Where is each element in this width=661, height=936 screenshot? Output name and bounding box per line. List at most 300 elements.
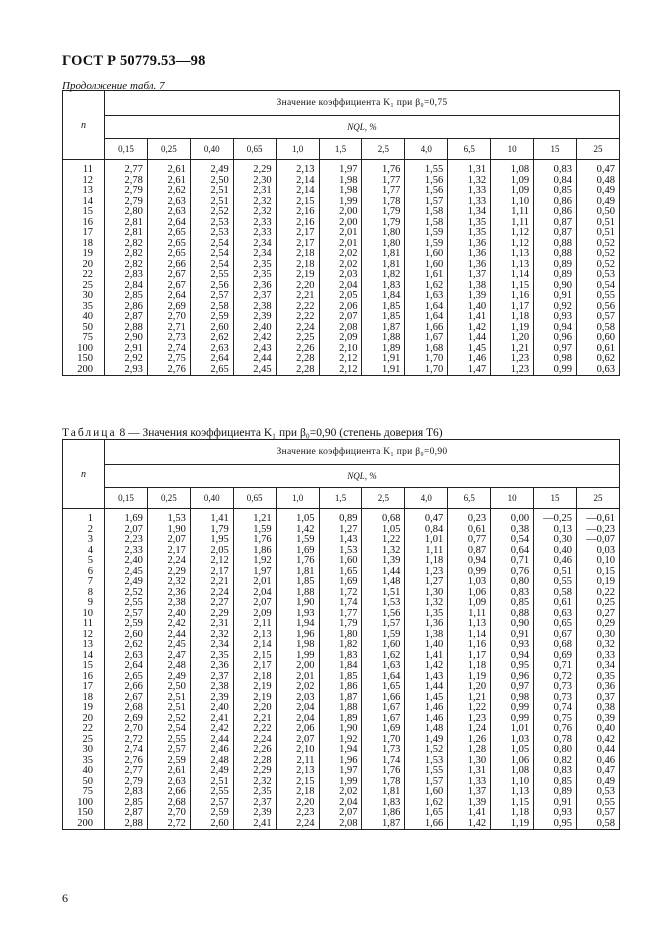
coefficient-cell: 2,51 bbox=[190, 197, 233, 208]
coefficient-cell: 2,70 bbox=[147, 808, 190, 819]
coefficient-cell: 2,04 bbox=[276, 714, 319, 725]
table8-nql-values-row bbox=[63, 488, 620, 509]
coefficient-cell: 2,07 bbox=[319, 312, 362, 323]
coefficient-cell: 0,74 bbox=[534, 703, 577, 714]
coefficient-cell: 0,00 bbox=[491, 509, 534, 525]
coefficient-cell: 2,72 bbox=[147, 819, 190, 830]
coefficient-cell: 0,80 bbox=[534, 745, 577, 756]
coefficient-cell: 1,48 bbox=[405, 724, 448, 735]
coefficient-cell: 1,74 bbox=[319, 598, 362, 609]
coefficient-cell: 2,07 bbox=[319, 808, 362, 819]
coefficient-cell: 0,36 bbox=[576, 682, 619, 693]
coefficient-cell: 1,63 bbox=[362, 661, 405, 672]
coefficient-cell: 2,48 bbox=[147, 661, 190, 672]
coefficient-cell: 0,27 bbox=[576, 609, 619, 620]
coefficient-cell: 1,16 bbox=[491, 291, 534, 302]
coefficient-cell: 2,01 bbox=[319, 228, 362, 239]
coefficient-cell: 1,72 bbox=[319, 588, 362, 599]
coefficient-cell: —0,23 bbox=[576, 525, 619, 536]
coefficient-cell: 1,35 bbox=[448, 228, 491, 239]
coefficient-cell: 2,70 bbox=[147, 312, 190, 323]
coefficient-cell: 2,81 bbox=[105, 218, 148, 229]
page-number: 6 bbox=[62, 891, 68, 905]
coefficient-cell: 2,73 bbox=[147, 333, 190, 344]
coefficient-cell: 0,96 bbox=[491, 672, 534, 683]
coefficient-cell: 1,17 bbox=[448, 651, 491, 662]
sample-size-cell: 30 bbox=[63, 745, 105, 756]
coefficient-cell: 1,42 bbox=[405, 661, 448, 672]
coefficient-cell: 1,87 bbox=[319, 693, 362, 704]
coefficient-cell: 2,63 bbox=[147, 777, 190, 788]
coefficient-cell: 0,87 bbox=[448, 546, 491, 557]
coefficient-cell: 2,13 bbox=[276, 160, 319, 176]
coefficient-cell: 0,65 bbox=[534, 619, 577, 630]
coefficient-cell: 1,91 bbox=[362, 354, 405, 365]
coefficient-cell: 1,10 bbox=[491, 777, 534, 788]
sample-size-cell: 75 bbox=[63, 787, 105, 798]
table7-continuation-caption: Продолжение табл. 7 bbox=[62, 80, 165, 92]
sample-size-cell: 100 bbox=[63, 344, 105, 355]
coefficient-cell: 1,01 bbox=[491, 724, 534, 735]
coefficient-cell: 2,52 bbox=[190, 207, 233, 218]
coefficient-cell: 0,32 bbox=[576, 640, 619, 651]
coefficient-cell: 2,80 bbox=[105, 207, 148, 218]
coefficient-cell: 2,83 bbox=[105, 787, 148, 798]
coefficient-cell: 0,40 bbox=[576, 724, 619, 735]
coefficient-cell: 2,85 bbox=[105, 798, 148, 809]
nql-column-header: 0,25 bbox=[147, 139, 190, 160]
sample-size-cell: 6 bbox=[63, 567, 105, 578]
coefficient-cell: 1,89 bbox=[319, 714, 362, 725]
sample-size-cell: 25 bbox=[63, 735, 105, 746]
coefficient-cell: 2,24 bbox=[276, 819, 319, 830]
coefficient-cell: 2,65 bbox=[147, 228, 190, 239]
coefficient-cell: 2,36 bbox=[147, 588, 190, 599]
coefficient-cell: 2,82 bbox=[105, 239, 148, 250]
coefficient-cell: 2,84 bbox=[105, 281, 148, 292]
coefficient-cell: 0,88 bbox=[534, 239, 577, 250]
coefficient-cell: 1,80 bbox=[362, 239, 405, 250]
coefficient-cell: 1,67 bbox=[362, 703, 405, 714]
coefficient-cell: 1,45 bbox=[405, 693, 448, 704]
coefficient-cell: 1,92 bbox=[233, 556, 276, 567]
coefficient-cell: 2,10 bbox=[276, 745, 319, 756]
coefficient-cell: 2,32 bbox=[147, 577, 190, 588]
coefficient-cell: 2,69 bbox=[147, 302, 190, 313]
coefficient-cell: 1,08 bbox=[491, 160, 534, 176]
coefficient-cell: 1,27 bbox=[405, 577, 448, 588]
coefficient-cell: 2,71 bbox=[147, 323, 190, 334]
sample-size-cell: 18 bbox=[63, 693, 105, 704]
coefficient-cell: 0,84 bbox=[534, 176, 577, 187]
coefficient-cell: 2,49 bbox=[190, 766, 233, 777]
coefficient-cell: 2,53 bbox=[190, 218, 233, 229]
coefficient-cell: 2,54 bbox=[190, 260, 233, 271]
coefficient-cell: 1,39 bbox=[362, 556, 405, 567]
coefficient-cell: 2,13 bbox=[276, 766, 319, 777]
sample-size-cell: 100 bbox=[63, 798, 105, 809]
nql-column-header: 1,0 bbox=[276, 139, 319, 160]
coefficient-cell: 1,83 bbox=[362, 281, 405, 292]
coefficient-cell: 2,61 bbox=[147, 160, 190, 176]
nql-column-header: 10 bbox=[491, 488, 534, 509]
table-row bbox=[63, 745, 620, 756]
coefficient-cell: 0,90 bbox=[491, 619, 534, 630]
table-row bbox=[63, 819, 620, 830]
coefficient-cell: 2,18 bbox=[276, 787, 319, 798]
coefficient-cell: 2,36 bbox=[233, 281, 276, 292]
sample-size-cell: 13 bbox=[63, 640, 105, 651]
coefficient-cell: 0,37 bbox=[576, 693, 619, 704]
coefficient-cell: 2,88 bbox=[105, 323, 148, 334]
coefficient-cell: 2,00 bbox=[319, 218, 362, 229]
coefficient-cell: 1,86 bbox=[319, 682, 362, 693]
coefficient-cell: 2,57 bbox=[190, 291, 233, 302]
coefficient-cell: 2,03 bbox=[319, 270, 362, 281]
coefficient-cell: 1,85 bbox=[362, 302, 405, 313]
coefficient-cell: 0,39 bbox=[576, 714, 619, 725]
coefficient-cell: 0,71 bbox=[534, 661, 577, 672]
coefficient-cell: 1,81 bbox=[362, 787, 405, 798]
coefficient-cell: 1,36 bbox=[448, 260, 491, 271]
coefficient-cell: 2,12 bbox=[190, 556, 233, 567]
coefficient-cell: 1,88 bbox=[276, 588, 319, 599]
coefficient-cell: 1,31 bbox=[448, 160, 491, 176]
sample-size-cell: 12 bbox=[63, 630, 105, 641]
coefficient-cell: 2,63 bbox=[147, 207, 190, 218]
table-row bbox=[63, 661, 620, 672]
coefficient-cell: 1,36 bbox=[448, 239, 491, 250]
coefficient-cell: 2,60 bbox=[190, 323, 233, 334]
coefficient-cell: 1,77 bbox=[362, 176, 405, 187]
coefficient-cell: 2,29 bbox=[190, 609, 233, 620]
coefficient-cell: 0,51 bbox=[576, 228, 619, 239]
coefficient-cell: 1,12 bbox=[491, 239, 534, 250]
nql-column-header: 25 bbox=[576, 488, 619, 509]
coefficient-cell: 2,92 bbox=[105, 354, 148, 365]
coefficient-cell: 1,89 bbox=[362, 344, 405, 355]
coefficient-cell: 1,88 bbox=[319, 703, 362, 714]
coefficient-cell: 1,27 bbox=[319, 525, 362, 536]
coefficient-cell: 1,94 bbox=[319, 745, 362, 756]
coefficient-cell: 2,18 bbox=[276, 249, 319, 260]
coefficient-cell: 2,01 bbox=[276, 672, 319, 683]
table-row bbox=[63, 354, 620, 365]
coefficient-cell: 0,97 bbox=[534, 344, 577, 355]
coefficient-cell: 2,70 bbox=[105, 724, 148, 735]
coefficient-cell: 0,55 bbox=[534, 577, 577, 588]
coefficient-cell: 2,21 bbox=[190, 577, 233, 588]
coefficient-cell: 2,93 bbox=[105, 365, 148, 376]
coefficient-cell: 0,60 bbox=[576, 333, 619, 344]
coefficient-cell: 2,61 bbox=[147, 766, 190, 777]
coefficient-cell: 2,79 bbox=[105, 197, 148, 208]
coefficient-cell: 1,13 bbox=[491, 787, 534, 798]
coefficient-cell: 0,34 bbox=[576, 661, 619, 672]
coefficient-cell: 1,85 bbox=[276, 577, 319, 588]
coefficient-cell: 2,15 bbox=[276, 777, 319, 788]
table-row bbox=[63, 291, 620, 302]
coefficient-cell: 2,03 bbox=[276, 693, 319, 704]
coefficient-cell: 1,90 bbox=[147, 525, 190, 536]
coefficient-cell: 0,49 bbox=[576, 777, 619, 788]
coefficient-cell: 2,15 bbox=[233, 651, 276, 662]
coefficient-cell: 1,88 bbox=[362, 333, 405, 344]
table-row bbox=[63, 312, 620, 323]
coefficient-cell: 2,17 bbox=[276, 228, 319, 239]
nql-column-header: 0,65 bbox=[233, 488, 276, 509]
coefficient-cell: 1,14 bbox=[448, 630, 491, 641]
nql-column-header: 4,0 bbox=[405, 139, 448, 160]
nql-column-header: 0,40 bbox=[190, 488, 233, 509]
coefficient-cell: 2,51 bbox=[190, 186, 233, 197]
coefficient-cell: 2,20 bbox=[276, 798, 319, 809]
coefficient-cell: 2,04 bbox=[276, 703, 319, 714]
coefficient-cell: 1,08 bbox=[491, 766, 534, 777]
coefficient-cell: 0,29 bbox=[576, 619, 619, 630]
coefficient-cell: 2,24 bbox=[190, 588, 233, 599]
coefficient-cell: 0,57 bbox=[576, 312, 619, 323]
coefficient-cell: 1,58 bbox=[405, 207, 448, 218]
coefficient-cell: 1,77 bbox=[319, 609, 362, 620]
coefficient-cell: 0,58 bbox=[534, 588, 577, 599]
coefficient-cell: 2,06 bbox=[276, 724, 319, 735]
coefficient-cell: 1,11 bbox=[448, 609, 491, 620]
sample-size-cell: 22 bbox=[63, 270, 105, 281]
coefficient-cell: 2,43 bbox=[233, 344, 276, 355]
coefficient-cell: 2,59 bbox=[190, 808, 233, 819]
nql-column-header: 4,0 bbox=[405, 488, 448, 509]
coefficient-cell: 2,28 bbox=[233, 756, 276, 767]
nql-column-header: 1,0 bbox=[276, 488, 319, 509]
table-row bbox=[63, 509, 620, 525]
coefficient-cell: 1,69 bbox=[319, 577, 362, 588]
coefficient-cell: 1,68 bbox=[405, 344, 448, 355]
coefficient-cell: 2,14 bbox=[233, 640, 276, 651]
coefficient-cell: 0,89 bbox=[319, 509, 362, 525]
coefficient-cell: 1,84 bbox=[362, 291, 405, 302]
coefficient-cell: 2,87 bbox=[105, 808, 148, 819]
coefficient-cell: 0,58 bbox=[576, 323, 619, 334]
table8-body bbox=[63, 509, 620, 830]
coefficient-cell: 1,53 bbox=[147, 509, 190, 525]
coefficient-cell: 1,69 bbox=[276, 546, 319, 557]
coefficient-cell: 0,46 bbox=[534, 556, 577, 567]
coefficient-cell: 2,18 bbox=[276, 260, 319, 271]
coefficient-cell: 1,44 bbox=[405, 682, 448, 693]
coefficient-cell: 0,89 bbox=[534, 787, 577, 798]
coefficient-cell: 2,19 bbox=[233, 682, 276, 693]
coefficient-cell: 1,65 bbox=[319, 567, 362, 578]
sample-size-cell: 20 bbox=[63, 260, 105, 271]
table8-caption-text: 8 — Значения коэффициента K₁ при β₀=0,90 (степень доверия Т6) bbox=[119, 427, 443, 439]
sample-size-cell: 18 bbox=[63, 239, 105, 250]
coefficient-cell: 0,99 bbox=[491, 714, 534, 725]
coefficient-cell: 2,34 bbox=[190, 640, 233, 651]
coefficient-cell: 1,40 bbox=[405, 640, 448, 651]
table8-nql-header: NQL, % bbox=[105, 465, 620, 488]
nql-column-header: 15 bbox=[534, 139, 577, 160]
coefficient-cell: 2,04 bbox=[233, 588, 276, 599]
coefficient-cell: 1,86 bbox=[233, 546, 276, 557]
coefficient-cell: 0,87 bbox=[534, 228, 577, 239]
coefficient-cell: 0,89 bbox=[534, 260, 577, 271]
coefficient-cell: 2,57 bbox=[105, 609, 148, 620]
coefficient-cell: 1,86 bbox=[362, 808, 405, 819]
sample-size-cell: 3 bbox=[63, 535, 105, 546]
table-row bbox=[63, 598, 620, 609]
coefficient-cell: 1,79 bbox=[362, 207, 405, 218]
sample-size-cell: 13 bbox=[63, 186, 105, 197]
coefficient-cell: —0,07 bbox=[576, 535, 619, 546]
coefficient-cell: 1,41 bbox=[448, 312, 491, 323]
coefficient-cell: 0,38 bbox=[576, 703, 619, 714]
coefficient-cell: 0,25 bbox=[576, 598, 619, 609]
coefficient-cell: 0,64 bbox=[491, 546, 534, 557]
table-row bbox=[63, 640, 620, 651]
coefficient-cell: 1,14 bbox=[491, 270, 534, 281]
coefficient-cell: 2,00 bbox=[319, 207, 362, 218]
coefficient-cell: 2,42 bbox=[190, 724, 233, 735]
coefficient-cell: 2,67 bbox=[147, 281, 190, 292]
coefficient-cell: 0,51 bbox=[534, 567, 577, 578]
coefficient-cell: 1,65 bbox=[405, 808, 448, 819]
coefficient-cell: 0,86 bbox=[534, 197, 577, 208]
coefficient-cell: 2,51 bbox=[147, 703, 190, 714]
nql-column-header: 1,5 bbox=[319, 488, 362, 509]
coefficient-cell: 2,38 bbox=[233, 302, 276, 313]
coefficient-cell: 1,49 bbox=[405, 735, 448, 746]
coefficient-cell: 2,75 bbox=[147, 354, 190, 365]
nql-column-header: 25 bbox=[576, 139, 619, 160]
coefficient-cell: 1,42 bbox=[276, 525, 319, 536]
coefficient-cell: 2,37 bbox=[233, 798, 276, 809]
coefficient-cell: 2,07 bbox=[233, 598, 276, 609]
coefficient-cell: 1,41 bbox=[448, 808, 491, 819]
coefficient-cell: 1,46 bbox=[405, 703, 448, 714]
sample-size-cell: 16 bbox=[63, 218, 105, 229]
coefficient-cell: 1,31 bbox=[448, 766, 491, 777]
table-row bbox=[63, 808, 620, 819]
coefficient-cell: 1,55 bbox=[405, 766, 448, 777]
coefficient-cell: 0,46 bbox=[576, 756, 619, 767]
coefficient-cell: 2,42 bbox=[147, 619, 190, 630]
coefficient-cell: 2,20 bbox=[276, 281, 319, 292]
coefficient-cell: 2,59 bbox=[190, 312, 233, 323]
coefficient-cell: 1,35 bbox=[405, 609, 448, 620]
coefficient-cell: 0,56 bbox=[576, 302, 619, 313]
coefficient-cell: 1,09 bbox=[448, 598, 491, 609]
coefficient-cell: 2,02 bbox=[276, 682, 319, 693]
coefficient-cell: 2,67 bbox=[147, 270, 190, 281]
coefficient-cell: 0,91 bbox=[491, 630, 534, 641]
coefficient-cell: 1,56 bbox=[405, 176, 448, 187]
coefficient-cell: 0,87 bbox=[534, 218, 577, 229]
coefficient-cell: 0,92 bbox=[534, 302, 577, 313]
coefficient-cell: 2,66 bbox=[147, 260, 190, 271]
sample-size-cell: 8 bbox=[63, 588, 105, 599]
nql-column-header: 0,40 bbox=[190, 139, 233, 160]
coefficient-cell: 1,18 bbox=[448, 661, 491, 672]
coefficient-cell: 2,13 bbox=[233, 630, 276, 641]
coefficient-cell: 2,16 bbox=[276, 218, 319, 229]
coefficient-cell: 2,05 bbox=[319, 291, 362, 302]
sample-size-cell: 17 bbox=[63, 228, 105, 239]
coefficient-cell: 2,57 bbox=[147, 745, 190, 756]
coefficient-cell: 1,83 bbox=[362, 798, 405, 809]
coefficient-cell: 0,48 bbox=[576, 176, 619, 187]
table-row bbox=[63, 160, 620, 176]
coefficient-cell: 2,02 bbox=[319, 260, 362, 271]
coefficient-cell: 1,82 bbox=[319, 640, 362, 651]
coefficient-cell: 1,85 bbox=[319, 672, 362, 683]
coefficient-cell: 2,53 bbox=[190, 228, 233, 239]
nql-column-header: 2,5 bbox=[362, 139, 405, 160]
coefficient-cell: 0,86 bbox=[534, 207, 577, 218]
coefficient-cell: 1,19 bbox=[491, 819, 534, 830]
coefficient-cell: 1,44 bbox=[448, 333, 491, 344]
coefficient-cell: 1,11 bbox=[491, 207, 534, 218]
coefficient-cell: 1,81 bbox=[276, 567, 319, 578]
coefficient-cell: 2,40 bbox=[190, 703, 233, 714]
coefficient-cell: 2,77 bbox=[105, 766, 148, 777]
coefficient-cell: 0,85 bbox=[534, 186, 577, 197]
coefficient-cell: 0,54 bbox=[576, 281, 619, 292]
coefficient-cell: —0,25 bbox=[534, 509, 577, 525]
table-row bbox=[63, 724, 620, 735]
coefficient-cell: 2,02 bbox=[319, 249, 362, 260]
coefficient-cell: 1,30 bbox=[405, 588, 448, 599]
coefficient-cell: 1,05 bbox=[491, 745, 534, 756]
coefficient-cell: 2,04 bbox=[319, 798, 362, 809]
coefficient-cell: 2,82 bbox=[105, 260, 148, 271]
coefficient-cell: 1,18 bbox=[405, 556, 448, 567]
coefficient-cell: 0,49 bbox=[576, 186, 619, 197]
coefficient-cell: 2,74 bbox=[105, 745, 148, 756]
coefficient-cell: 2,87 bbox=[105, 312, 148, 323]
coefficient-cell: 2,49 bbox=[147, 672, 190, 683]
coefficient-cell: 2,44 bbox=[147, 630, 190, 641]
coefficient-cell: 2,20 bbox=[233, 703, 276, 714]
coefficient-cell: 2,23 bbox=[105, 535, 148, 546]
coefficient-cell: 2,24 bbox=[276, 323, 319, 334]
coefficient-cell: 2,60 bbox=[190, 819, 233, 830]
coefficient-cell: 1,18 bbox=[491, 808, 534, 819]
coefficient-cell: 2,52 bbox=[105, 588, 148, 599]
coefficient-cell: 1,16 bbox=[448, 640, 491, 651]
coefficient-cell: 2,01 bbox=[233, 577, 276, 588]
coefficient-cell: 0,75 bbox=[534, 714, 577, 725]
coefficient-cell: 0,69 bbox=[534, 651, 577, 662]
coefficient-cell: 2,32 bbox=[233, 197, 276, 208]
table-row bbox=[63, 535, 620, 546]
coefficient-cell: 0,97 bbox=[491, 682, 534, 693]
coefficient-cell: 2,41 bbox=[190, 714, 233, 725]
coefficient-cell: 1,36 bbox=[405, 619, 448, 630]
sample-size-cell: 9 bbox=[63, 598, 105, 609]
coefficient-cell: 1,20 bbox=[491, 333, 534, 344]
coefficient-cell: 2,44 bbox=[233, 354, 276, 365]
coefficient-cell: 1,62 bbox=[405, 798, 448, 809]
coefficient-cell: 0,94 bbox=[491, 651, 534, 662]
sample-size-cell: 7 bbox=[63, 577, 105, 588]
coefficient-cell: 2,65 bbox=[147, 249, 190, 260]
coefficient-cell: 1,64 bbox=[405, 302, 448, 313]
sample-size-cell: 40 bbox=[63, 312, 105, 323]
coefficient-cell: 1,26 bbox=[448, 735, 491, 746]
coefficient-cell: 1,83 bbox=[319, 651, 362, 662]
coefficient-cell: 1,62 bbox=[362, 651, 405, 662]
